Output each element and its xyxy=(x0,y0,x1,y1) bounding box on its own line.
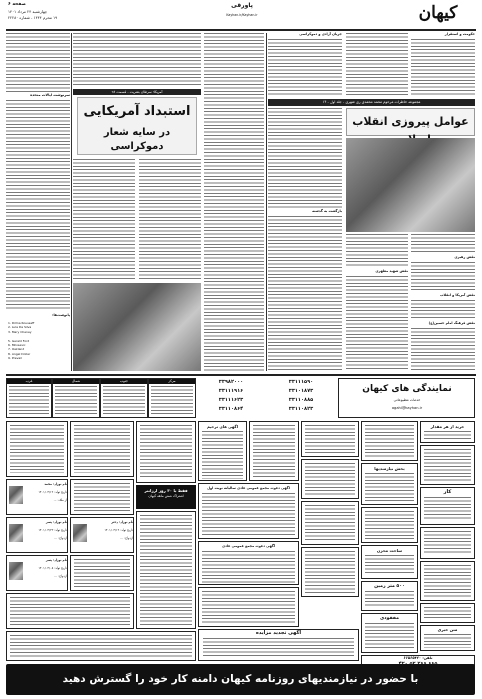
ad-text xyxy=(140,515,192,625)
ref-item: 5. Gerald Ford xyxy=(8,338,30,343)
serial1-text-mid-a xyxy=(73,159,135,281)
agency-box xyxy=(338,378,475,418)
card-line: تاریخ تولد: ۱۴۰۱/۰۴/۰۸ xyxy=(38,566,67,570)
card-line: تاریخ تولد: ۱۴۰۱/۰۴/۲۳ xyxy=(38,528,67,532)
ref-item: 9. Prevail xyxy=(8,356,22,361)
ad-box xyxy=(198,421,247,481)
region-header: شمال xyxy=(53,379,99,384)
assembly-notice-2 xyxy=(198,541,299,585)
serial1-strip: آمریکا؛ سرطان بشریت - قسمت ۲۸ xyxy=(73,89,201,95)
ad-box xyxy=(361,463,418,505)
serial1-text-top xyxy=(73,33,201,87)
card-line: تاریخ تولد: ۱۴۰۱/۰۳/۱۹ xyxy=(104,528,133,532)
phone-number: ۳۳۱۱۰۸۲۳ xyxy=(288,406,314,412)
region-rows xyxy=(9,386,49,416)
card-name: نام نوزاد: پسر xyxy=(45,558,67,562)
ad-text xyxy=(10,597,130,625)
ad-text xyxy=(10,425,64,473)
serial2-text-d xyxy=(411,262,475,292)
ad-box xyxy=(70,421,134,477)
ad-text xyxy=(365,623,414,649)
ad-box xyxy=(136,511,196,629)
serial2-text-b xyxy=(346,276,408,371)
serial1-subtitle: در سایه شعار دموکراسی xyxy=(103,127,171,152)
ref-item: 3. Mary Cheney xyxy=(8,329,32,334)
middle-column xyxy=(268,33,342,97)
serial1-block xyxy=(73,33,201,371)
ad-text xyxy=(424,531,471,555)
notice-title: آگهی دعوت مجمع عمومی عادی xyxy=(222,544,275,548)
ad-title: کار xyxy=(443,489,452,495)
phone-number: ۳۳۱۱۰۸۶۴ xyxy=(218,406,244,412)
ad-box xyxy=(301,501,359,545)
region-table-west xyxy=(6,378,52,418)
phone-number: ۳۳۹۸۲۰۰۰ xyxy=(218,379,244,385)
ad-box xyxy=(249,421,299,481)
mid-text-block xyxy=(268,108,342,371)
mid-text-3 xyxy=(268,216,342,371)
ads-col-2 xyxy=(361,421,418,679)
ad-text xyxy=(305,505,355,541)
ad-box xyxy=(6,593,134,629)
left-column xyxy=(6,33,70,371)
region-rows xyxy=(151,386,193,416)
serial2-subhead-2: نقش رهبری xyxy=(454,255,475,259)
phone-number: ۳۳۱۱۰۸۸۵ xyxy=(288,397,314,403)
serial2-title: عوامل پیروزی انقلاب xyxy=(352,115,469,128)
subscription-ad xyxy=(136,485,196,509)
right-subhead: حکومت و استقرار xyxy=(444,32,475,36)
ad-text xyxy=(365,555,414,575)
col-rule xyxy=(266,33,267,371)
refs-title: پانوشت‌ها: xyxy=(52,313,70,317)
agency-phones xyxy=(268,378,334,418)
ad-text xyxy=(365,511,414,539)
agency-sub: خدمات مطبوعاتی xyxy=(393,398,421,402)
ad-text xyxy=(10,635,192,657)
left-text-2 xyxy=(6,100,70,310)
baby-photo xyxy=(9,524,23,542)
masthead xyxy=(0,0,482,30)
ref-item: 2. Lula Da Silva xyxy=(8,325,32,330)
serial1-title: استبداد آمریکایی xyxy=(83,104,191,119)
baby-photo xyxy=(73,524,87,542)
ad-title: اگهی های ترحیم xyxy=(206,424,239,429)
serial1-text-right xyxy=(204,33,264,371)
serial1-title-box xyxy=(77,97,197,155)
ad-title: ۵۰۰ متر زمین xyxy=(374,584,405,589)
section-title: پاورقی xyxy=(231,2,253,9)
right-text-col xyxy=(411,33,475,97)
ad-title: ساخت مخزن xyxy=(376,548,403,553)
mid-subhead-1: جریان آزادی و دموکراسی xyxy=(299,32,342,36)
card-name: نام نوزاد: دختر xyxy=(111,520,133,524)
ad-text xyxy=(424,449,471,481)
ref-item: 1. Dilma Rousseff xyxy=(8,321,35,325)
bottom-banner-text: با حضور در نیازمندیهای روزنامه کیهان دامنه کار خود را گسترش دهید xyxy=(62,673,419,685)
left-subhead: سرنوشت ایالات متحده xyxy=(30,93,70,97)
ad-text xyxy=(305,463,355,495)
ad-text xyxy=(253,425,295,477)
ad-box xyxy=(70,479,134,515)
site-url: Kayhan.ir/Kayhan.ir xyxy=(226,13,258,17)
ad-text xyxy=(203,638,354,658)
tender-notice xyxy=(198,629,359,661)
notice-title: اگهی دعوت مجمع عمومی عادی سالیانه نوبت اول xyxy=(207,486,290,490)
ref-item: 7. Oakland xyxy=(8,347,25,352)
issue-line: ۱۹ محرم ۱۴۴۴ - شماره ۲۲۲۸۰ xyxy=(8,15,58,20)
serial2-subhead: نقش شهید مطهری xyxy=(375,269,408,273)
card-line: ازدواج: ... xyxy=(54,536,67,540)
lost-box xyxy=(361,613,418,653)
ad-box xyxy=(420,421,475,443)
ads-rule xyxy=(6,374,476,376)
ad-text xyxy=(202,431,243,479)
ad-text xyxy=(74,559,130,587)
serial2-text-c xyxy=(411,234,475,254)
ad-text xyxy=(424,607,471,619)
ad-text xyxy=(424,497,471,521)
ad-text xyxy=(74,483,130,511)
card-line: ازدواج: ... xyxy=(54,574,67,578)
serial2-subhead-4: نقش فرهنگ امام حسین(ع) xyxy=(428,321,475,325)
card-line: تاریخ تولد: ۱۴۰۱/۰۴/۱۲ xyxy=(38,490,67,494)
header-rule xyxy=(6,29,476,31)
assembly-notice xyxy=(198,483,299,539)
ad-text xyxy=(74,425,130,473)
lost-card xyxy=(70,517,134,553)
right-text-2 xyxy=(411,39,475,97)
serial2-text-a xyxy=(346,234,408,268)
ad-text xyxy=(202,493,295,537)
ad-box xyxy=(6,631,196,661)
card-line: از ملک: ... xyxy=(53,498,67,502)
ad-box xyxy=(361,545,418,579)
left-text-1 xyxy=(6,33,70,93)
region-rows xyxy=(103,386,145,416)
ad-box xyxy=(70,555,134,591)
bottom-banner xyxy=(6,664,475,695)
ad-box xyxy=(420,561,475,601)
ad-box xyxy=(420,445,475,485)
serial2-strip: مجموعه خاطرات مرحوم محمد محمدی ری شهری - جلد اول - ۱۴ xyxy=(268,99,475,106)
ad-text xyxy=(424,634,471,648)
col-rule xyxy=(71,33,72,371)
ad-box xyxy=(301,547,359,597)
phone-label: تلفن: ۶۶۵۶۵۴۲۰ xyxy=(403,656,433,660)
date-line: چهارشنبه ۲۴ مرداد ۱۴۰۱ xyxy=(8,9,48,14)
mid-text-1 xyxy=(268,39,342,97)
ad-box xyxy=(301,421,359,457)
lost-card xyxy=(6,555,68,591)
ad-title: خرید از هر مقدار xyxy=(430,424,465,429)
ad-box xyxy=(420,527,475,559)
agency-phones-2 xyxy=(198,378,264,418)
serial1-text-mid-b xyxy=(139,159,201,281)
card-name: نام نوزاد: محمد xyxy=(44,482,67,486)
phone-number: ۳۳۱۱۱۶۲۳ xyxy=(218,397,244,403)
ad-text xyxy=(424,565,471,597)
region-header: جنوب xyxy=(101,379,147,384)
lost-title: مفقودی xyxy=(380,616,399,621)
serial2-body-right xyxy=(411,234,475,371)
revolution-crowd-photo xyxy=(346,138,475,232)
mid-subhead-3: بازگشت به گذشته xyxy=(312,209,342,213)
ads-col-right xyxy=(420,421,475,679)
police-officer-photo xyxy=(73,283,201,371)
ad-text xyxy=(305,551,355,593)
ad-text xyxy=(202,591,295,623)
kayhan-logo: کیهان xyxy=(418,3,458,23)
serial2-text-e xyxy=(411,300,475,320)
ad-box xyxy=(198,587,299,627)
refs-list xyxy=(8,321,68,361)
ad-title: متن خبری xyxy=(437,627,458,632)
card-line: ازدواج: ... xyxy=(120,536,133,540)
phone-number: ۳۳۱۱۱۹۱۶ xyxy=(218,388,244,394)
ad-box xyxy=(301,459,359,499)
agency-email: agahi@kayhan.ir xyxy=(391,406,423,410)
subscription-line: اشتراک شش ماهه کیهان xyxy=(148,493,184,498)
ad-box xyxy=(420,603,475,623)
ads-center xyxy=(198,421,299,627)
region-rows xyxy=(55,386,97,416)
subscription-line: فقط با ۳۰ روز ارزانتر xyxy=(144,488,188,493)
ref-item: 8. Angel Dollar xyxy=(8,351,31,356)
baby-photo xyxy=(9,562,23,580)
page-number: صفحه ۶ xyxy=(8,2,26,7)
card-name: نام نوزاد: پسر xyxy=(45,520,67,524)
ad-title: بخش نیازمندیها xyxy=(374,466,405,471)
region-header: مرکز xyxy=(149,379,195,384)
right-text-1 xyxy=(346,33,408,97)
region-table-north xyxy=(52,378,100,418)
ad-box xyxy=(361,507,418,543)
ad-text xyxy=(424,431,471,441)
ad-box xyxy=(420,625,475,651)
region-header: غرب xyxy=(7,379,51,384)
ref-item: 6. Milosevic xyxy=(8,343,26,348)
ad-text xyxy=(202,551,295,583)
phone-number: ۳۳۱۱۱۵۹۰ xyxy=(288,379,314,385)
ad-box xyxy=(361,581,418,611)
serial2-text-f xyxy=(411,328,475,371)
ads-col-left xyxy=(6,421,134,629)
ad-box xyxy=(6,421,68,477)
ad-text xyxy=(365,591,414,607)
agency-title: نمایندگی های کیهان xyxy=(362,384,452,394)
ad-text xyxy=(305,425,355,453)
serial2-subhead-3: نقش آمریکا و انقلاب xyxy=(440,293,475,297)
serial2-body-left xyxy=(346,234,408,371)
region-tables xyxy=(6,378,196,418)
mid-text-2 xyxy=(268,108,342,208)
region-table-center xyxy=(148,378,196,418)
region-table-south xyxy=(100,378,148,418)
ad-text xyxy=(365,473,414,501)
ad-text xyxy=(140,425,192,479)
lost-card xyxy=(6,479,68,515)
ad-box xyxy=(420,487,475,525)
ad-box xyxy=(361,421,418,461)
lost-card xyxy=(6,517,68,553)
phone-number: ۳۳۱۰۱۸۷۳ xyxy=(288,388,314,394)
ad-box xyxy=(136,421,196,483)
ad-text xyxy=(365,425,414,457)
tender-title: آگهی تجدید مزایده xyxy=(255,630,302,636)
baby-photo xyxy=(9,486,23,504)
serial2-title-box xyxy=(346,108,475,136)
